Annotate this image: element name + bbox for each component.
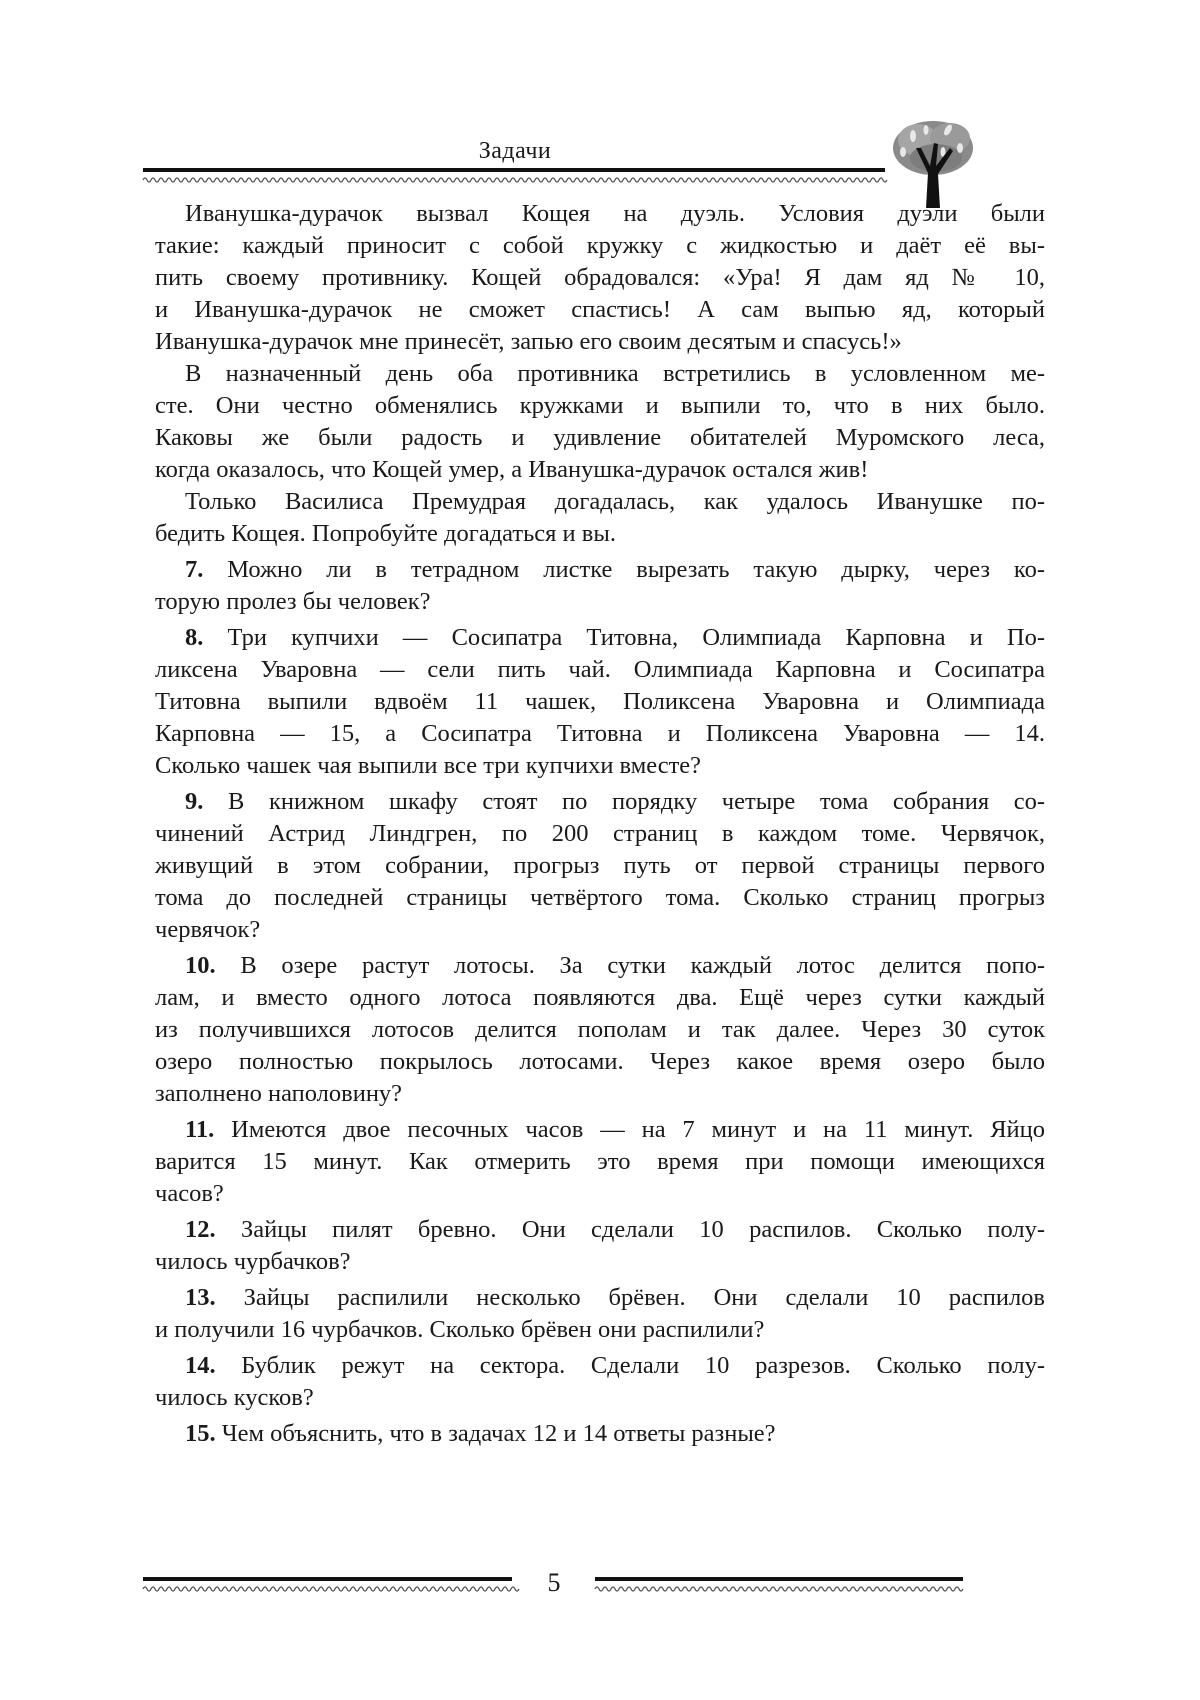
text-line [155, 422, 1045, 454]
line-text: чинений Астрид Линдгрен, по 200 страниц в каждом томе. Червячок, [155, 820, 1045, 847]
line-text: В озере растут лотосы. За сутки каждый лотос делится попо- [240, 952, 1045, 979]
text-line [155, 818, 1045, 850]
text-line [155, 914, 1045, 946]
line-text: Карповна — 15, а Сосипатра Титовна и Поликсена Уваровна — 14. [155, 720, 1045, 747]
line-text: В книжном шкафу стоят по порядку четыре тома собрания со- [228, 788, 1045, 815]
story-paragraph [155, 358, 1045, 486]
text-line [155, 198, 1045, 230]
text-line [155, 1178, 1045, 1210]
text-line [155, 654, 1045, 686]
problem-item [155, 1114, 1045, 1210]
problem-item [155, 1214, 1045, 1278]
text-line [155, 1014, 1045, 1046]
text-line [155, 1418, 1045, 1450]
story-paragraph [155, 486, 1045, 550]
text-line [155, 686, 1045, 718]
text-line [155, 622, 1045, 654]
text-line [155, 1246, 1045, 1278]
line-text: и Иванушка-дурачок не сможет спастись! А сам выпью яд, который [155, 296, 1045, 323]
problem-item [155, 950, 1045, 1110]
text-line [155, 326, 1045, 358]
text-line [155, 262, 1045, 294]
text-line [155, 358, 1045, 390]
text-line [155, 230, 1045, 262]
text-line [155, 982, 1045, 1014]
line-text: лам, и вместо одного лотоса появляются два. Ещё через сутки каждый [155, 984, 1045, 1011]
text-line [155, 586, 1045, 618]
problem-item [155, 1418, 1045, 1450]
header-rule [143, 168, 885, 172]
running-head-title: Задачи [0, 138, 1030, 165]
text-line [155, 454, 1045, 486]
line-text: и получили 16 чурбачков. Сколько брёвен они распилили? [155, 1316, 764, 1343]
line-text: такие: каждый приносит с собой кружку с жидкостью и даёт её вы- [155, 232, 1045, 259]
footer-wavy-rule-right [595, 1585, 963, 1593]
line-text: червячок? [155, 916, 260, 943]
text-line [155, 1314, 1045, 1346]
problem-number: 7. [185, 556, 203, 583]
text-line [155, 1146, 1045, 1178]
line-text: сте. Они честно обменялись кружками и выпили то, что в них было. [155, 392, 1045, 419]
line-text: часов? [155, 1180, 224, 1207]
problem-number: 14. [185, 1352, 216, 1379]
footer-rule-left [143, 1577, 512, 1581]
line-text: ликсена Уваровна — сели пить чай. Олимпиада Карповна и Сосипатра [155, 656, 1045, 683]
text-line [155, 390, 1045, 422]
text-line [155, 1114, 1045, 1146]
line-text: бедить Кощея. Попробуйте догадаться и вы. [155, 520, 616, 547]
line-text: из получившихся лотосов делится пополам и так далее. Через 30 суток [155, 1016, 1045, 1043]
line-text: чилось кусков? [155, 1384, 314, 1411]
line-text: озеро полностью покрылось лотосами. Через какое время озеро было [155, 1048, 1045, 1075]
problem-number: 11. [185, 1116, 214, 1143]
text-line [155, 1214, 1045, 1246]
line-text: Бублик режут на сектора. Сделали 10 разрезов. Сколько полу- [241, 1352, 1045, 1379]
line-text: когда оказалось, что Кощей умер, а Иванушка-дурачок остался жив! [155, 456, 868, 483]
text-line [155, 750, 1045, 782]
text-line [155, 882, 1045, 914]
text-line [155, 294, 1045, 326]
text-line [155, 950, 1045, 982]
line-text: тома до последней страницы четвёртого тома. Сколько страниц прогрыз [155, 884, 1045, 911]
line-text: Титовна выпили вдвоём 11 чашек, Поликсена Уваровна и Олимпиада [155, 688, 1045, 715]
problem-item [155, 786, 1045, 946]
page-number: 5 [540, 1568, 568, 1598]
text-line [155, 554, 1045, 586]
text-line [155, 486, 1045, 518]
problem-item [155, 1350, 1045, 1414]
problem-number: 13. [185, 1284, 216, 1311]
problem-item [155, 554, 1045, 618]
problem-number: 9. [185, 788, 203, 815]
problem-number: 8. [185, 624, 203, 651]
header-wavy-rule [143, 176, 885, 184]
line-text: В назначенный день оба противника встретились в условленном ме- [185, 360, 1045, 387]
text-line [155, 1046, 1045, 1078]
footer-wavy-rule-left [143, 1585, 512, 1593]
line-text: Каковы же были радость и удивление обитателей Муромского леса, [155, 424, 1045, 451]
problem-item [155, 622, 1045, 782]
line-text: чилось чурбачков? [155, 1248, 351, 1275]
line-text: Имеются двое песочных часов — на 7 минут и на 11 минут. Яйцо [231, 1116, 1045, 1143]
line-text: Зайцы распилили несколько брёвен. Они сделали 10 распилов [244, 1284, 1045, 1311]
text-line [155, 1078, 1045, 1110]
line-text: пить своему противнику. Кощей обрадовался: «Ура! Я дам яд № 10, [155, 264, 1045, 291]
line-text: Зайцы пилят бревно. Они сделали 10 распилов. Сколько полу- [241, 1216, 1045, 1243]
text-line [155, 1282, 1045, 1314]
line-text: Три купчихи — Сосипатра Титовна, Олимпиада Карповна и По- [228, 624, 1045, 651]
story-paragraph [155, 198, 1045, 358]
line-text: Сколько чашек чая выпили все три купчихи вместе? [155, 752, 701, 779]
line-text: Можно ли в тетрадном листке вырезать такую дырку, через ко- [227, 556, 1045, 583]
problem-item [155, 1282, 1045, 1346]
page-body [155, 198, 1045, 1450]
text-line [155, 1350, 1045, 1382]
footer-rule-right [595, 1577, 963, 1581]
text-line [155, 786, 1045, 818]
problem-number: 15. [185, 1420, 216, 1447]
line-text: варится 15 минут. Как отмерить это время при помощи имеющихся [155, 1148, 1045, 1175]
tree-icon [888, 118, 978, 208]
text-line [155, 718, 1045, 750]
problem-number: 10. [185, 952, 216, 979]
line-text: Чем объяснить, что в задачах 12 и 14 ответы разные? [222, 1420, 776, 1447]
line-text: Иванушка-дурачок мне принесёт, запью его своим десятым и спасусь!» [155, 328, 902, 355]
problem-number: 12. [185, 1216, 216, 1243]
line-text: заполнено наполовину? [155, 1080, 402, 1107]
line-text: Иванушка-дурачок вызвал Кощея на дуэль. Условия дуэли были [185, 200, 1045, 227]
line-text: торую пролез бы человек? [155, 588, 431, 615]
text-line [155, 518, 1045, 550]
line-text: Только Василиса Премудрая догадалась, как удалось Иванушке по- [185, 488, 1045, 515]
text-line [155, 850, 1045, 882]
line-text: живущий в этом собрании, прогрыз путь от первой страницы первого [155, 852, 1045, 879]
text-line [155, 1382, 1045, 1414]
